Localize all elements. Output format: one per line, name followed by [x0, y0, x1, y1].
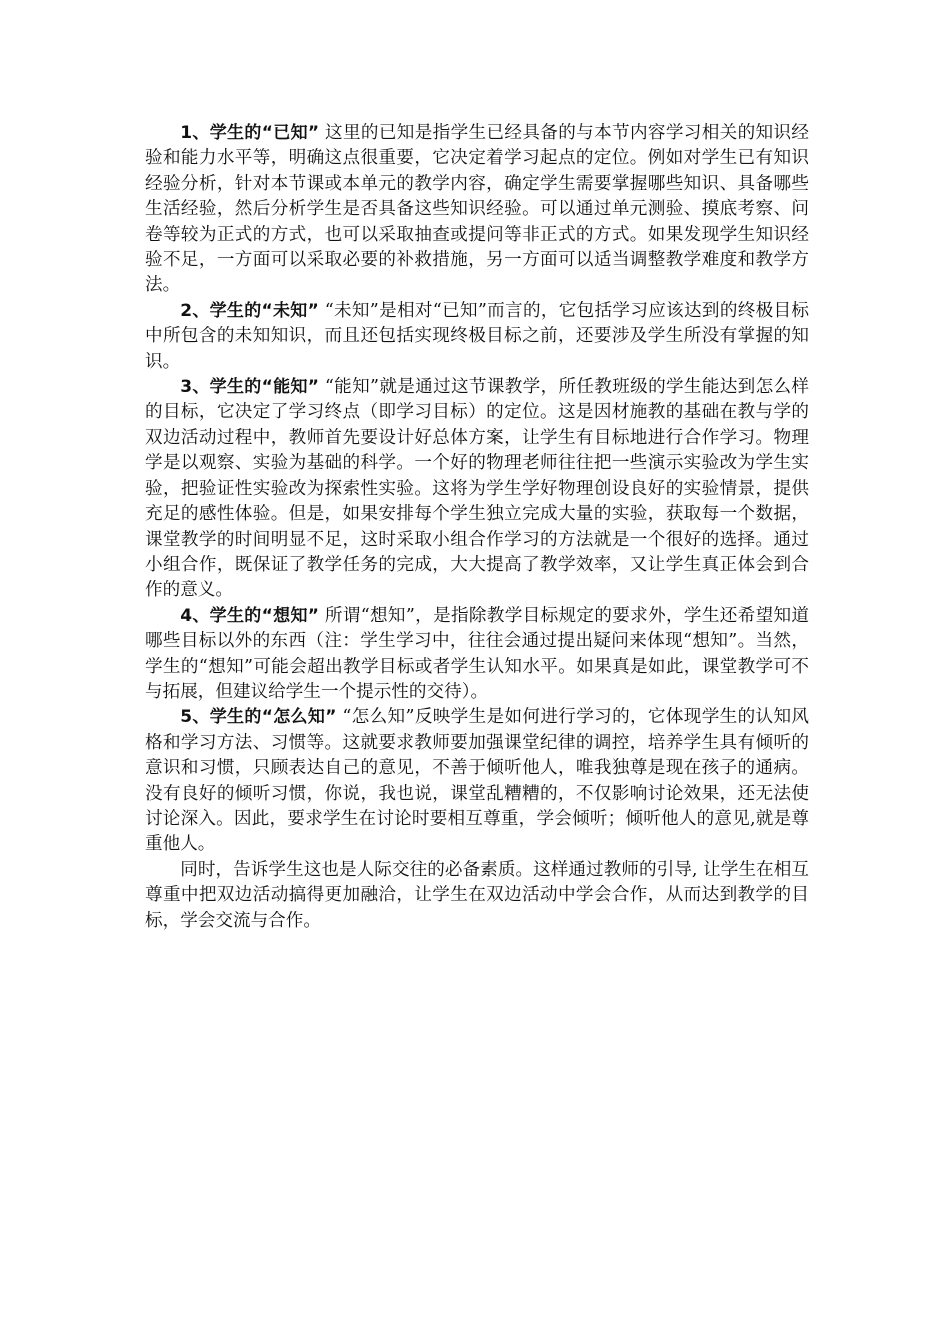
heading-known: 1、学生的“已知”	[180, 123, 320, 143]
body-how-know: “怎么知”反映学生是如何进行学习的，它体现学生的认知风格和学习方法、习惯等。这就要求教师要加强课堂纪律的调控，培养学生具有倾听的意识和习惯，只顾表达自己的意见，不善于倾听他人，唯我独尊是现在孩子的通病。没有良好的倾听习惯，你说，我也说，课堂乱糟糟的，不仅影响讨论效果，还无法使讨论深入。因此，要求学生在讨论时要相互尊重，学会倾听；倾听他人的意见,就是尊重他人。	[145, 707, 809, 855]
paragraph-conclusion	[145, 858, 809, 934]
paragraph-known	[145, 121, 809, 299]
heading-how-know: 5、学生的“怎么知”	[180, 707, 337, 728]
paragraph-can-know	[145, 375, 809, 604]
paragraph-how-know	[145, 705, 809, 857]
body-want-know: 所谓“想知”，是指除教学目标规定的要求外，学生还希望知道哪些目标以外的东西（注：学生学习中，往往会通过提出疑问来体现“想知”。当然，学生的“想知”可能会超出教学目标或者学生认知水平。如果真是如此，课堂教学可不与拓展，但建议给学生一个提示性的交待）。	[145, 605, 809, 702]
body-can-know: “能知”就是通过这节课教学，所任教班级的学生能达到怎么样的目标，它决定了学习终点（即学习目标）的定位。这是因材施教的基础在教与学的双边活动过程中，教师首先要设计好总体方案，让学生有目标地进行合作学习。物理学是以观察、实验为基础的科学。一个好的物理老师往往把一些演示实验改为学生实验，把验证性实验改为探索性实验。这将为学生学好物理创设良好的实验情景，提供充足的感性体验。但是，如果安排每个学生独立完成大量的实验，获取每一个数据，课堂教学的时间明显不足，这时采取小组合作学习的方法就是一个很好的选择。通过小组合作，既保证了教学任务的完成，大大提高了教学效率，又让学生真正体会到合作的意义。	[145, 377, 809, 601]
heading-want-know: 4、学生的“想知”	[180, 605, 319, 626]
body-conclusion: 同时，告诉学生这也是人际交往的必备素质。这样通过教师的引导, 让学生在相互尊重中把双边活动搞得更加融洽，让学生在双边活动中学会合作，从而达到教学的目标，学会交流与合作。	[145, 859, 809, 931]
body-unknown: “未知”是相对“已知”而言的，它包括学习应该达到的终极目标中所包含的未知知识，而且还包括实现终极目标之前，还要涉及学生所没有掌握的知识。	[145, 300, 809, 372]
paragraph-want-know	[145, 604, 809, 706]
heading-can-know: 3、学生的“能知”	[180, 377, 319, 398]
paragraph-unknown	[145, 299, 809, 375]
heading-unknown: 2、学生的“未知”	[180, 300, 319, 321]
document-page	[145, 121, 809, 934]
body-known: 这里的已知是指学生已经具备的与本节内容学习相关的知识经验和能力水平等，明确这点很重要，它决定着学习起点的定位。例如对学生已有知识经验分析，针对本节课或本单元的教学内容，确定学生需要掌握哪些知识、具备哪些生活经验，然后分析学生是否具备这些知识经验。可以通过单元测验、摸底考察、问卷等较为正式的方式，也可以采取抽查或提问等非正式的方式。如果发现学生知识经验不足，一方面可以采取必要的补救措施，另一方面可以适当调整教学难度和教学方法。	[145, 123, 809, 296]
